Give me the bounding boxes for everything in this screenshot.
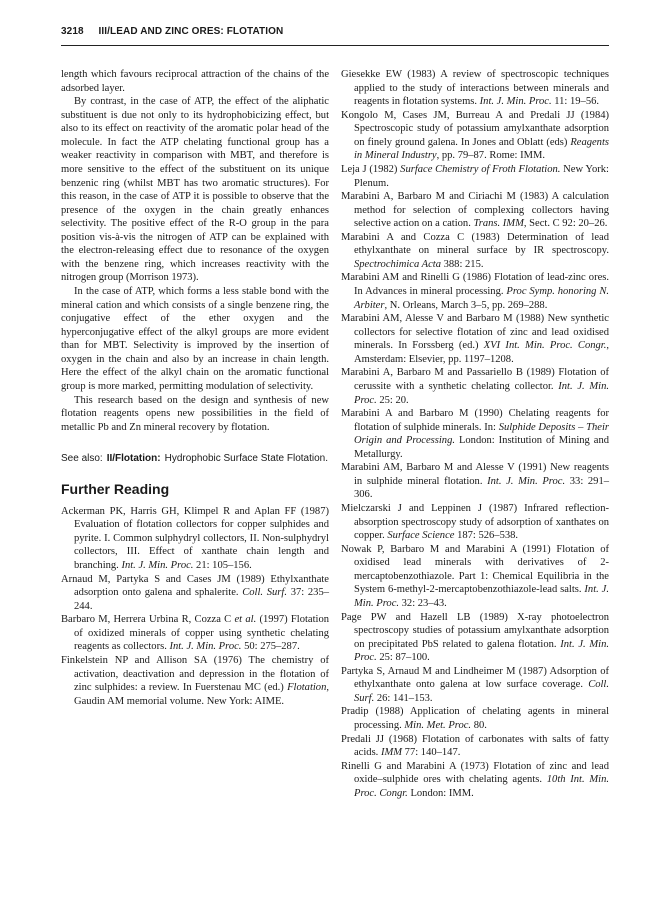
reference-text: Partyka S, Arnaud M and Lindheimer M (1987) Adsorption of ethylxanthate onto galena at low surface coverage. [341,665,609,691]
reference-text: (1997) Flotation of oxidized minerals of copper using synthetic chelating reagents as collectors. [74,614,330,653]
reference-source: Proc Symp. honoring N. Arbiter [354,286,609,311]
body-paragraph: In the case of ATP, which forms a less stable bond with the mineral cation and which consists of a single benzene ring, the conjugative effect of the ether oxygen and the hyperconjugative effect of the alkyl groups are more evident than for MBT. Selectivity is improved by the insertion of oxygen in the chain and also by an increase in chain length. Here the effect of the alkyl chain on the aromatic functional group is more marked, permitting modulation of selectivity. [61,286,329,392]
reference-text: 11: 19–56. [551,96,600,108]
header-rule [61,45,609,46]
reference-text: 32: 23–43. [399,597,447,609]
see-also-text[interactable]: Hydrophobic Surface State Flotation. [164,453,329,465]
reference-entry [341,543,609,611]
running-header [61,26,609,46]
reference-source: 10th Int. Min. Proc. Congr. [354,774,609,799]
reference-text: London: IMM. [407,787,474,799]
reference-source: Coll. Surf. [242,587,287,599]
reference-list-right [341,68,609,800]
reference-source: Int. J. Min. Proc. [479,96,552,108]
reference-source: et al. [234,614,257,626]
reference-text: , Gaudin AM memorial volume. New York: AIME. [74,682,329,707]
reference-text: , Sect. C 92: 20–26. [523,218,608,230]
reference-text: Page PW and Hazell LB (1989) X-ray photoelectron spectroscopy studies of potassium amylxanthate adsorption on precipitated PbS related to galena flotation. [341,611,609,650]
reference-entry [61,613,329,654]
reference-text: 26: 141–153. [374,692,433,704]
reference-list-left [61,505,329,708]
reference-text: 80. [471,720,487,731]
reference-entry [341,163,609,190]
reference-source: Int. J. Min. Proc. [354,380,609,406]
reference-entry [61,654,329,708]
reference-source: XVI Int. Min. Proc. Congr. [483,340,607,352]
reference-entry [61,505,329,573]
reference-text: Marabini AM, Alesse V and Barbaro M (1988) New synthetic collectors for selective flotation of zinc and lead oxidised minerals. In Forssberg (ed.) [341,313,609,352]
reference-text: Nowak P, Barbaro M and Marabini A (1991) Flotation of oxidised lead minerals with derivatives of 2-mercaptobenzothiazole. Part 1: Chemical Equilibria in the System 6-methyl-2-mercaptobenzothiazole-lead salts. [341,543,609,596]
reference-entry [341,68,609,109]
reference-text: 25: 20. [376,394,409,406]
see-also [61,452,329,466]
reference-text: Marabini A and Cozza C (1983) Determination of lead ethylxanthate on mineral surface by IR spectroscopy. [341,231,609,257]
reference-text: Barbaro M, Herrera Urbina R, Cozza C [61,614,235,626]
reference-entry [341,407,609,461]
reference-text: Marabini A, Barbaro M and Ciriachi M (1983) A calculation method for selection of complexing collectors having selective action on a cation. [341,191,609,230]
reference-text: Marabini AM and Rinelli G (1986) Flotation of lead-zinc ores. In Advances in mineral processing. [341,272,609,297]
reference-entry [341,733,609,760]
reference-entry [341,231,609,272]
reference-source: Int. J. Min. Proc. [169,641,242,653]
reference-source: Surface Chemistry of Froth Flotation. [400,163,561,175]
reference-text: Rinelli G and Marabini A (1973) Flotation of zinc and lead oxide–sulphide ores with chelating agents. [341,760,609,786]
reference-text: , Amsterdam: Elsevier, pp. 1197–1208. [354,340,609,365]
reference-text: Giesekke EW (1983) A review of spectroscopic techniques applied to the study of interactions between minerals and reagents in flotation systems. [341,69,609,108]
reference-text: Kongolo M, Cases JM, Burreau A and Predali JJ (1984) Spectroscopic study of potassium amylxanthate adsorption on finely ground galena. In Jones and Oblatt (eds) [341,109,609,148]
reference-source: Surface Science [387,530,455,542]
reference-text: Predali JJ (1968) Flotation of carbonates with salts of fatty acids. [341,733,609,759]
reference-text: Leja J (1982) [341,163,401,175]
reference-source: Min. Met. Proc. [404,720,472,731]
reference-text: New York: Plenum. [354,163,609,189]
reference-source: Flotation [287,682,327,694]
reference-text: 50: 275–287. [241,641,300,653]
reference-source: Reagents in Mineral Industry [354,136,609,162]
reference-source: Spectrochimica Acta [354,258,441,270]
reference-text: Arnaud M, Partyka S and Cases JM (1989) Ethylxanthate adsorption onto galena and sphalerite. [61,573,329,599]
reference-entry [341,461,609,502]
reference-entry [341,190,609,231]
reference-source: Int. J. Min. Proc. [487,475,566,487]
reference-entry [341,312,609,366]
reference-source: IMM [380,747,403,759]
reference-text: 37: 235–244. [74,587,329,612]
body-paragraph: length which favours reciprocal attraction of the chains of the adsorbed layer. [61,69,329,94]
reference-entry [61,573,329,614]
reference-entry [341,760,609,801]
reference-text: , pp. 79–87. Rome: IMM. [436,150,546,162]
reference-text: 33: 291–306. [354,475,609,501]
reference-text: Marabini A, Barbaro M and Passariello B (1989) Flotation of cerussite with a synthetic chelating collector. [341,367,609,392]
reference-text: London: Institution of Mining and Metallurgy. [354,435,609,460]
reference-entry [341,366,609,407]
body-paragraph: This research based on the design and synthesis of new flotation reagents opens new possibilities in the field of metallic Pb and Zn mineral recovery by flotation. [61,394,329,433]
reference-text: Ackerman PK, Harris GH, Klimpel R and Aplan FF (1987) Evaluation of flotation collectors for copper sulphides and pyrite. I. Common sulphydryl collectors, II. Non-sulphydryl collectors, III. Effect of xanthate chain length and branching. [61,505,329,572]
reference-text: 77: 140–147. [402,747,461,759]
reference-entry [341,611,609,665]
reference-text: Mielczarski J and Leppinen J (1987) Infrared reflection-absorption spectroscopy study of adsorption of xanthates on copper. [341,503,609,542]
body-text [61,68,329,434]
reference-text: , N. Orleans, March 3–5, pp. 269–288. [384,299,548,311]
reference-source: Int. J. Min. Proc. [354,584,609,609]
reference-text: Finkelstein NP and Allison SA (1976) The chemistry of activation, deactivation and depression in the flotation of zinc sulphides: a review. In Fuerstenau MC (ed.) [61,654,329,694]
reference-source: Int. J. Min. Proc. [354,638,609,664]
reference-entry [341,109,609,163]
reference-text: 25: 87–100. [376,652,430,664]
reference-text: 388: 215. [441,258,484,270]
reference-text: 21: 105–156. [193,560,252,572]
see-also-link[interactable]: II/Flotation: [106,453,161,465]
reference-source: Sulphide Deposits – Their Origin and Processing. [354,421,609,447]
further-reading-title: Further Reading [61,480,170,497]
reference-source: Trans. IMM [473,218,524,230]
reference-entry [341,271,609,312]
reference-source: Coll. Surf. [354,679,609,704]
body-paragraph: By contrast, in the case of ATP, the effect of the aliphatic substituent is due not only to its hydrophobicizing effect, but also to its effect on reactivity of the aromatic polar head of the molecule. In fact the ATP chelating functional group has a weaker reactivity in comparison with MBT, and therefore is more sensitive to the effect of the substituent on its unique benzenic ring (whilst MBT has two aromatic structures). For this reason, in the case of ATP it is possible to observe that the presence of the oxygen in the chain greatly enhances selectivity. The positive effect of the R-O group in the para position vis-à-vis the nitrogen of ATP can be explained with the electron-releasing effect due to resonance of the oxygen with the benzene ring, which increases reactivity with the nitrogen group (Morrison 1973). [61,96,329,284]
page-number: 3218 [61,26,84,37]
reference-text: 187: 526–538. [454,530,519,542]
reference-entry [341,665,609,706]
reference-entry [341,705,609,732]
reference-source: Int. J. Min. Proc. [121,560,194,572]
reference-entry [341,502,609,543]
reference-text: Pradip (1988) Application of chelating agents in mineral processing. [341,706,609,731]
right-column [341,68,609,800]
see-also-label: See also: [61,453,103,465]
left-column [61,68,329,708]
reference-text: Marabini AM, Barbaro M and Alesse V (1991) New reagents in sulphide mineral flotation. [341,462,609,487]
reference-text: Marabini A and Barbaro M (1990) Chelating reagents for flotation of sulphide minerals. In: [341,408,609,433]
running-title: III/LEAD AND ZINC ORES: FLOTATION [98,26,284,37]
